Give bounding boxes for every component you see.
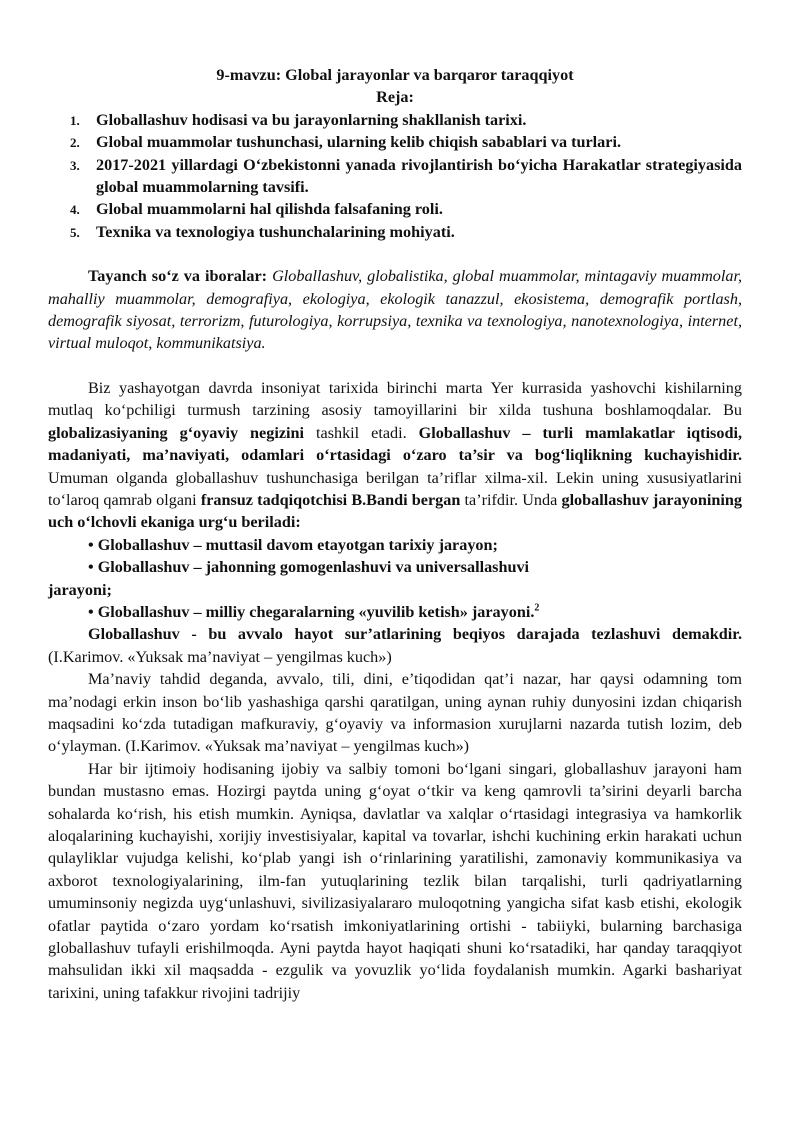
plan-item-text: Global muammolarni hal qilishda falsafaning roli.: [96, 200, 443, 219]
emphasis-run: globallashuv jarayonining uch o‘lchovli ekaniga urg‘u beriladi:: [48, 490, 742, 532]
spacer: [48, 355, 742, 377]
plan-item: [48, 109, 742, 131]
plan-item-text: Texnika va texnologiya tushunchalarining mohiyati.: [96, 222, 455, 241]
document-page: [48, 64, 742, 1004]
text-run: ta’rifdir. Unda: [460, 490, 562, 509]
plan-item: [48, 221, 742, 243]
bullet-item: • Globallashuv – jahonning gomogenlashuvi va universallashuvi: [88, 558, 530, 577]
bullet-item-continuation: jarayoni;: [48, 580, 112, 599]
keywords-label: Tayanch so‘z va iboralar:: [88, 267, 268, 286]
bullet-item: • Globallashuv – muttasil davom etayotgan tarixiy jarayon;: [88, 535, 498, 554]
footnote-ref: 2: [534, 602, 540, 614]
plan-item: [48, 131, 742, 153]
definition-run: Globallashuv – turli mamlakatlar iqtisodi, madaniyati, ma’naviyati, odamlari o‘rtasidagi o‘zaro ta’sir va bog‘liqlikning kuchayishidir.: [48, 423, 743, 465]
plan-item-number: 1.: [70, 112, 80, 128]
topic-title: 9-mavzu: Global jarayonlar va barqaror taraqqiyot: [216, 66, 574, 84]
quote-paragraph: [48, 623, 742, 668]
emphasis-run: globalizasiyaning g‘oyaviy negizini: [48, 423, 305, 442]
plan-item-number: 4.: [70, 202, 80, 218]
plan-item: [48, 154, 742, 199]
emphasis-run: fransuz tadqiqotchisi B.Bandi bergan: [200, 490, 461, 509]
plan-item-number: 5.: [70, 224, 80, 240]
body-paragraph: Har bir ijtimoiy hodisaning ijobiy va salbiy tomoni bo‘lgani singari, globallashuv jarayoni ham bundan mustasno emas. Hozirgi paytda uning g‘oyat o‘tkir va keng qamrovli ta’sirini deyarli barcha sohalarda ko‘rish, his etish mumkin. Ayniqsa, davlatlar va xalqlar o‘rtasidagi integrasiya va hamkorlik aloqalarining kuchayishi, xorijiy investisiyalar, kapital va tovarlar, ishchi kuchining erkin harakati uchun qulayliklar vujudga kelishi, ko‘plab yangi ish o‘rinlarining yaratilishi, zamonaviy kommunikasiya va axborot texnologiyalarining, ilm-fan yutuqlarining tezlik bilan tarqalishi, turli qadriyatlarning umuminsoniy negizda uyg‘unlashuvi, sivilizasiyalararo muloqotning yangicha sifat kasb etishi, ekologik ofatlar paytida o‘zaro yordam ko‘rsatish imkoniyatlarining ortishi - tabiiyki, bularning barchasiga globallashuv tufayli erishilmoqda. Ayni paytda hayot haqiqati shuni ko‘rsatadiki, har qanday taraqqiyot mahsulidan ikki xil maqsadda - ezgulik va yovuzlik yo‘lida foydalanish mumkin. Agarki bashariyat tarixini, uning tafakkur rivojini tadrijiy: [48, 759, 742, 1002]
plan-item-number: 3.: [70, 157, 80, 173]
plan-list: [48, 109, 742, 243]
text-run: Biz yashayotgan davrda insoniyat tarixida birinchi marta Yer kurrasida yashovchi kishilarning mutlaq ko‘pchiligi turmush tarzining asosiy tamoyillarini bir xilda tushuna boshlamoqdalar. Bu: [48, 378, 742, 420]
body-paragraph: Ma’naviy tahdid deganda, avvalo, tili, dini, e’tiqodidan qat’i nazar, har qaysi odamning tom ma’nodagi erkin inson bo‘lib yashashiga qarshi qaratilgan, uning aynan ruhiy dunyosini izdan chiqarish maqsadini ko‘zda tutadigan mafkuraviy, g‘oyaviy va informasion xurujlarni nazarda tutish lozim, deb o‘ylayman. (I.Karimov. «Yuksak ma’naviyat – yengilmas kuch»): [48, 670, 742, 756]
intro-paragraph: [48, 377, 742, 534]
plan-item-text: Globallashuv hodisasi va bu jarayonlarning shakllanish tarixi.: [96, 110, 527, 129]
plan-item-text: Global muammolar tushunchasi, ularning kelib chiqish sabablari va turlari.: [96, 133, 622, 152]
text-run: tashkil etadi.: [304, 423, 419, 442]
text-run: Umuman olganda globallashuv tushunchasiga berilgan ta’riflar xilma-xil. Lekin uning xususiyatlarini to‘laroq qamrab olgani: [48, 468, 742, 509]
keywords-paragraph: [48, 265, 742, 355]
plan-item-text: 2017-2021 yillardagi O‘zbekistonni yanada rivojlantirish bo‘yicha Harakatlar strategiyasida global muammolarning tavsifi.: [96, 155, 742, 197]
plan-heading: Reja:: [376, 88, 414, 107]
bullet-item: [48, 601, 742, 623]
keywords-text: Globallashuv, globalistika, global muammolar, mintagaviy muammolar, mahalliy muammolar, demografiya, ekologiya, ekologik tanazzul, ekosistema, demografik portlash, demografik siyosat, terrorizm, futurologiya, korrupsiya, texnika va texnologiya, nanotexnologiya, internet, virtual muloqot, kommunikatsiya.: [48, 267, 742, 353]
spacer: [48, 243, 742, 265]
quote-source: (I.Karimov. «Yuksak ma’naviyat – yengilmas kuch»): [48, 647, 392, 666]
bullet-text: • Globallashuv – milliy chegaralarning «yuvilib ketish» jarayoni.: [88, 602, 535, 621]
plan-item-number: 2.: [70, 135, 80, 151]
quote-bold: Globallashuv - bu avvalo hayot sur’atlarining beqiyos darajada tezlashuvi demakdir.: [88, 625, 742, 644]
plan-item: [48, 198, 742, 220]
